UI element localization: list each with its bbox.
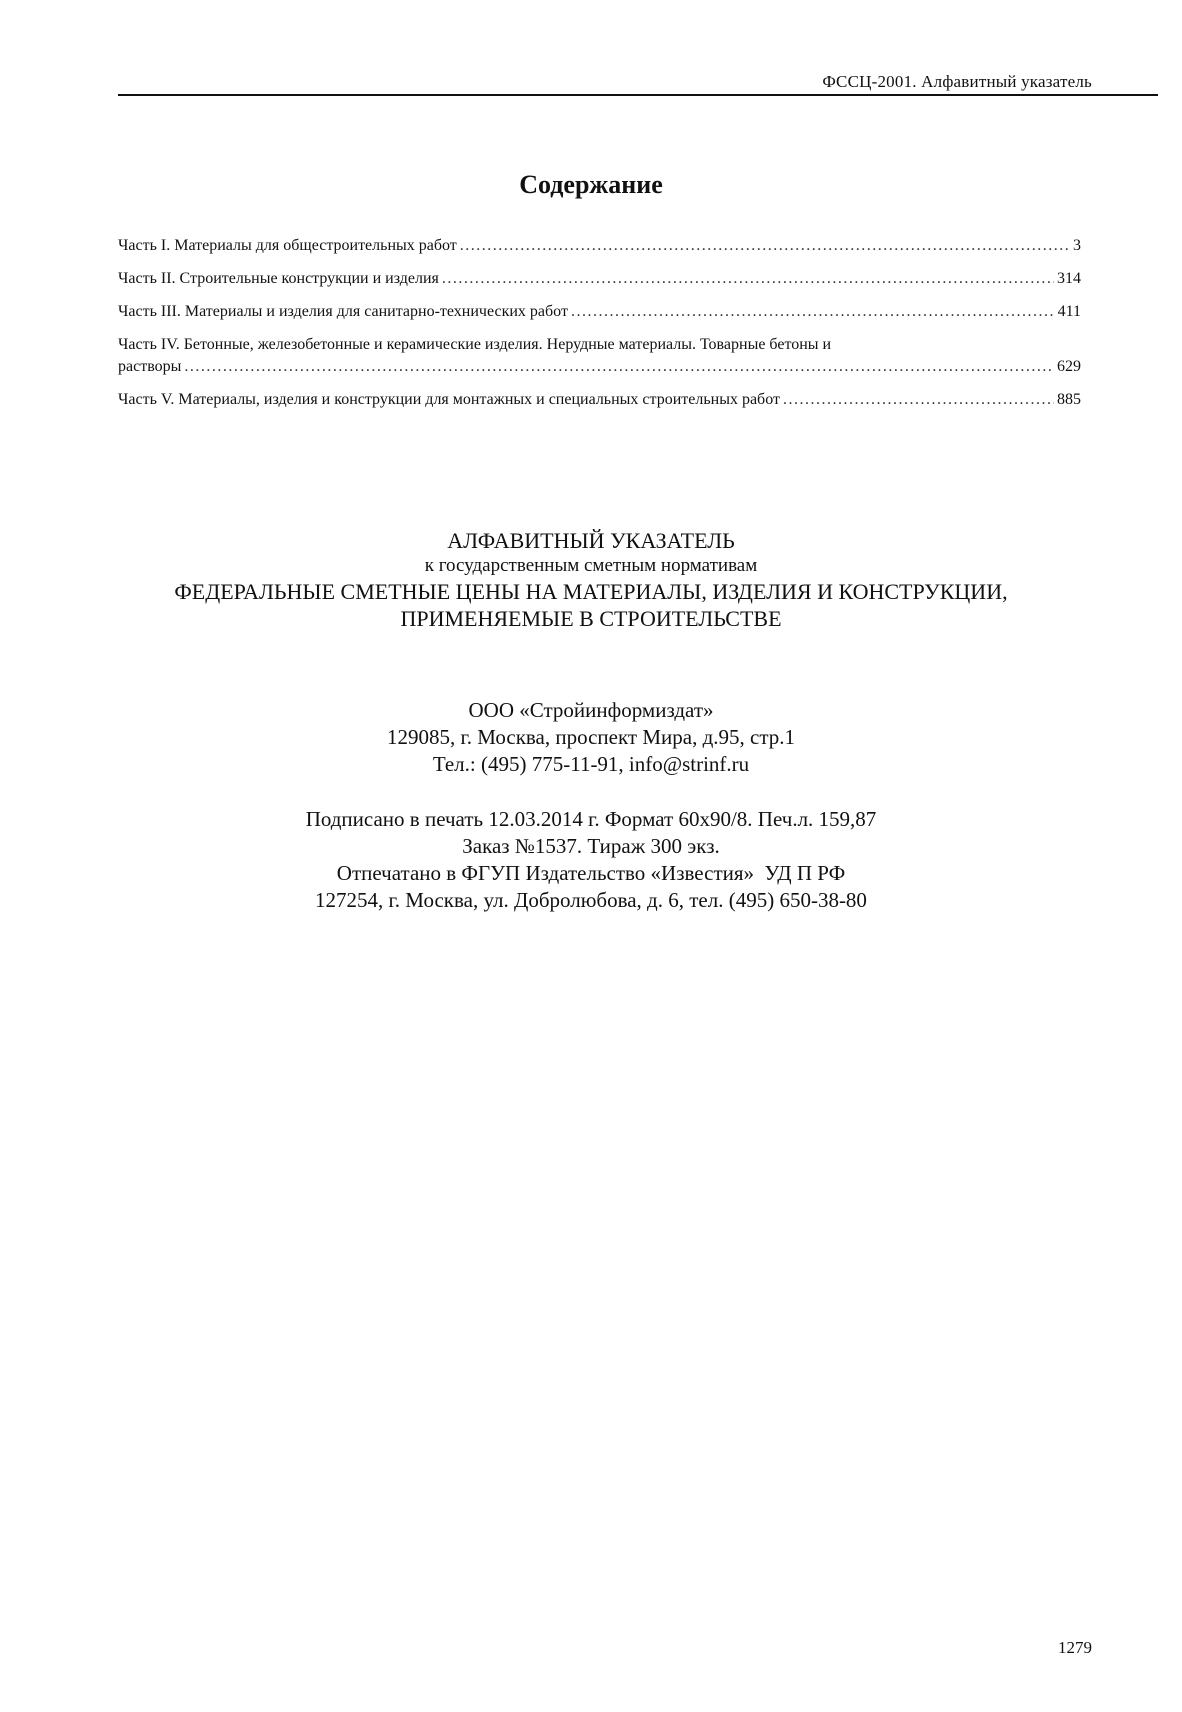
publisher-block [0, 697, 1182, 778]
toc-entry-part-2 [118, 268, 1081, 290]
table-of-contents [118, 235, 1081, 422]
toc-leader-dots [571, 301, 1055, 323]
index-caps-line-1: ФЕДЕРАЛЬНЫЕ СМЕТНЫЕ ЦЕНЫ НА МАТЕРИАЛЫ, ИЗДЕЛИЯ И КОНСТРУКЦИИ, [174, 579, 1008, 604]
index-title: АЛФАВИТНЫЙ УКАЗАТЕЛЬ [447, 528, 735, 553]
toc-entry-label-line2: растворы [118, 358, 182, 375]
page-number: 1279 [1058, 1638, 1092, 1657]
toc-entry-part-5 [118, 389, 1081, 411]
publisher-contact: Тел.: (495) 775-11-91, info@strinf.ru [432, 752, 750, 776]
print-info-line-3: Отпечатано в ФГУП Издательство «Известия» УД П РФ [336, 861, 846, 885]
toc-entry-label: Часть I. Материалы для общестроительных работ [118, 237, 457, 254]
toc-entry-label-line1: Часть IV. Бетонные, железобетонные и керамические изделия. Нерудные материалы. Товарные бетоны и [118, 336, 832, 353]
toc-entry-label: Часть III. Материалы и изделия для санитарно-технических работ [118, 303, 568, 320]
index-caps-line-2: ПРИМЕНЯЕМЫЕ В СТРОИТЕЛЬСТВЕ [400, 606, 782, 631]
toc-leader-dots [184, 356, 1054, 378]
print-info-line-4: 127254, г. Москва, ул. Добролюбова, д. 6, тел. (495) 650-38-80 [315, 888, 867, 912]
index-subtitle: к государственным сметным нормативам [424, 555, 758, 576]
toc-entry-page: 629 [1057, 358, 1081, 375]
publisher-name: ООО «Стройинформиздат» [468, 698, 714, 722]
toc-leader-dots [783, 389, 1054, 411]
toc-entry-label: Часть V. Материалы, изделия и конструкции для монтажных и специальных строительных работ [118, 391, 780, 408]
toc-entry-page: 411 [1057, 303, 1081, 320]
toc-entry-part-4 [118, 334, 1081, 378]
toc-leader-dots [442, 268, 1054, 290]
toc-leader-dots [460, 235, 1070, 257]
index-title-block [0, 528, 1182, 632]
toc-entry-part-3 [118, 301, 1081, 323]
print-info-line-1: Подписано в печать 12.03.2014 г. Формат 60х90/8. Печ.л. 159,87 [305, 807, 877, 831]
toc-entry-continuation [118, 356, 1081, 378]
toc-entry-part-1 [118, 235, 1081, 257]
print-info-block [0, 806, 1182, 914]
header-rule [118, 94, 1158, 96]
toc-entry-label: Часть II. Строительные конструкции и изделия [118, 270, 439, 287]
running-header: ФССЦ-2001. Алфавитный указатель [822, 72, 1092, 91]
toc-entry-page: 3 [1073, 237, 1081, 254]
print-info-line-2: Заказ №1537. Тираж 300 экз. [462, 834, 720, 858]
publisher-address: 129085, г. Москва, проспект Мира, д.95, стр.1 [386, 725, 796, 749]
toc-entry-page: 314 [1057, 270, 1081, 287]
toc-entry-page: 885 [1057, 391, 1081, 408]
toc-title: Содержание [519, 170, 663, 199]
